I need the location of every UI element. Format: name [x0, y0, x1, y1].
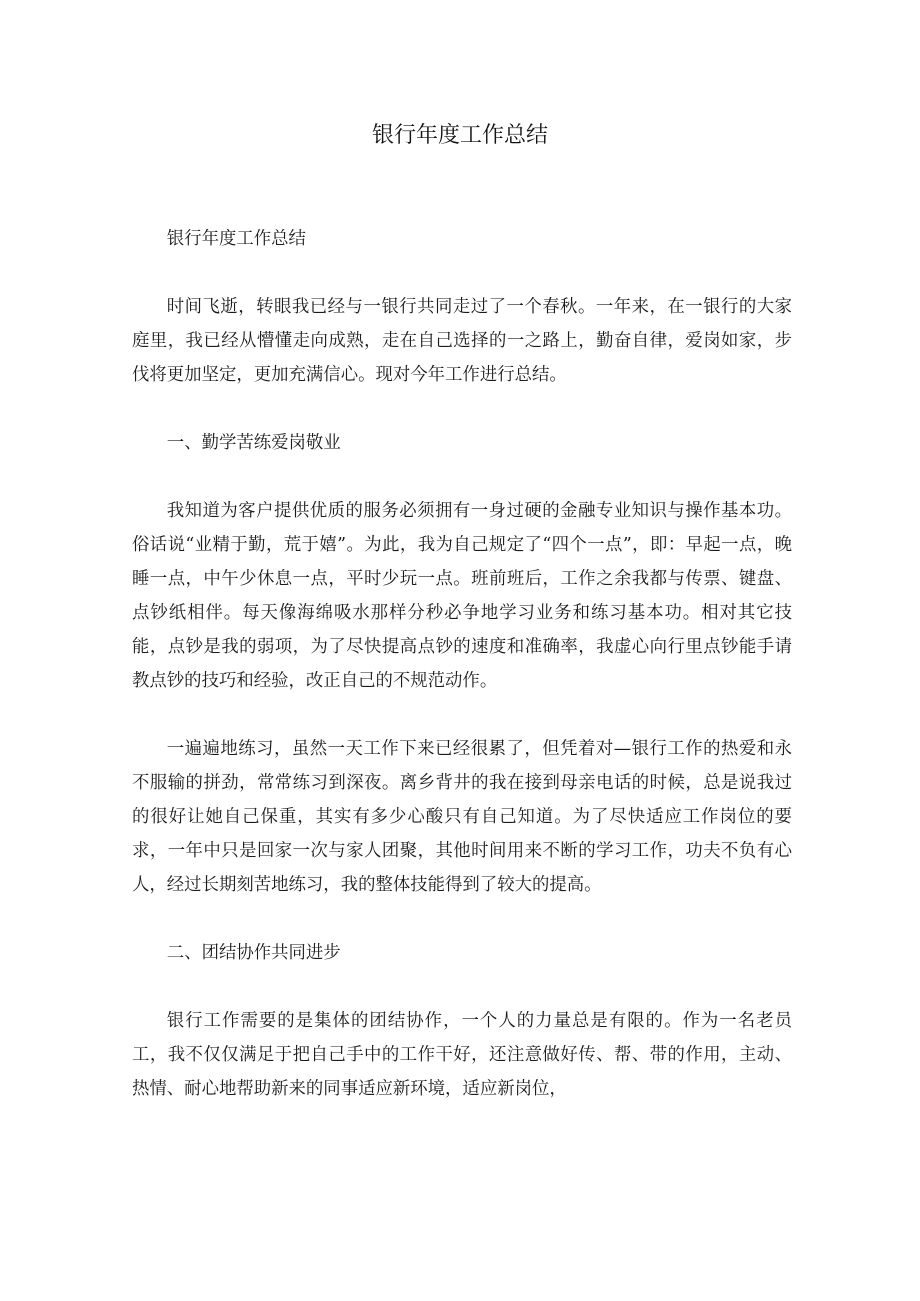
section-1-paragraph-1: 我知道为客户提供优质的服务必须拥有一身过硬的金融专业知识与操作基本功。俗话说“业精于勤，荒于嬉”。为此，我为自己规定了“四个一点”，即：早起一点，晚睡一点，中午少休息一点，平时少玩一点。班前班后，工作之余我都与传票、键盘、点钞纸相伴。每天像海绵吸水那样分秒必争地学习业务和练习基本功。相对其它技能，点钞是我的弱项，为了尽快提高点钞的速度和准确率，我虚心向行里点钞能手请教点钞的技巧和经验，改正自己的不规范动作。: [132, 501, 792, 691]
section-1-paragraph-2: 一遍遍地练习，虽然一天工作下来已经很累了，但凭着对—银行工作的热爱和永不服输的拼劲，常常练习到深夜。离乡背井的我在接到母亲电话的时候，总是说我过的很好让她自己保重，其实有多少心酸只有自己知道。为了尽快适应工作岗位的要求，一年中只是回家一次与家人团聚，其他时间用来不断的学习工作，功夫不负有心人，经过长期刻苦地练习，我的整体技能得到了较大的提高。: [132, 739, 792, 895]
intro-paragraph: 时间飞逝，转眼我已经与一银行共同走过了一个春秋。一年来，在一银行的大家庭里，我已经从懵懂走向成熟，走在自己选择的一之路上，勤奋自律，爱岗如家，步伐将更加坚定，更加充满信心。现对今年工作进行总结。: [132, 297, 792, 385]
section-2-paragraph-1: 银行工作需要的是集体的团结协作，一个人的力量总是有限的。作为一名老员工，我不仅仅满足于把自己手中的工作干好，还注意做好传、帮、带的作用，主动、热情、耐心地帮助新来的同事适应新环境，适应新岗位，: [132, 1011, 792, 1099]
section-heading-2: 二、团结协作共同进步: [166, 943, 341, 963]
document-body: [132, 222, 792, 1140]
section-heading-1: 一、勤学苦练爱岗敬业: [166, 433, 341, 453]
document-title: 银行年度工作总结: [371, 123, 548, 148]
intro-subtitle: 银行年度工作总结: [166, 229, 306, 249]
